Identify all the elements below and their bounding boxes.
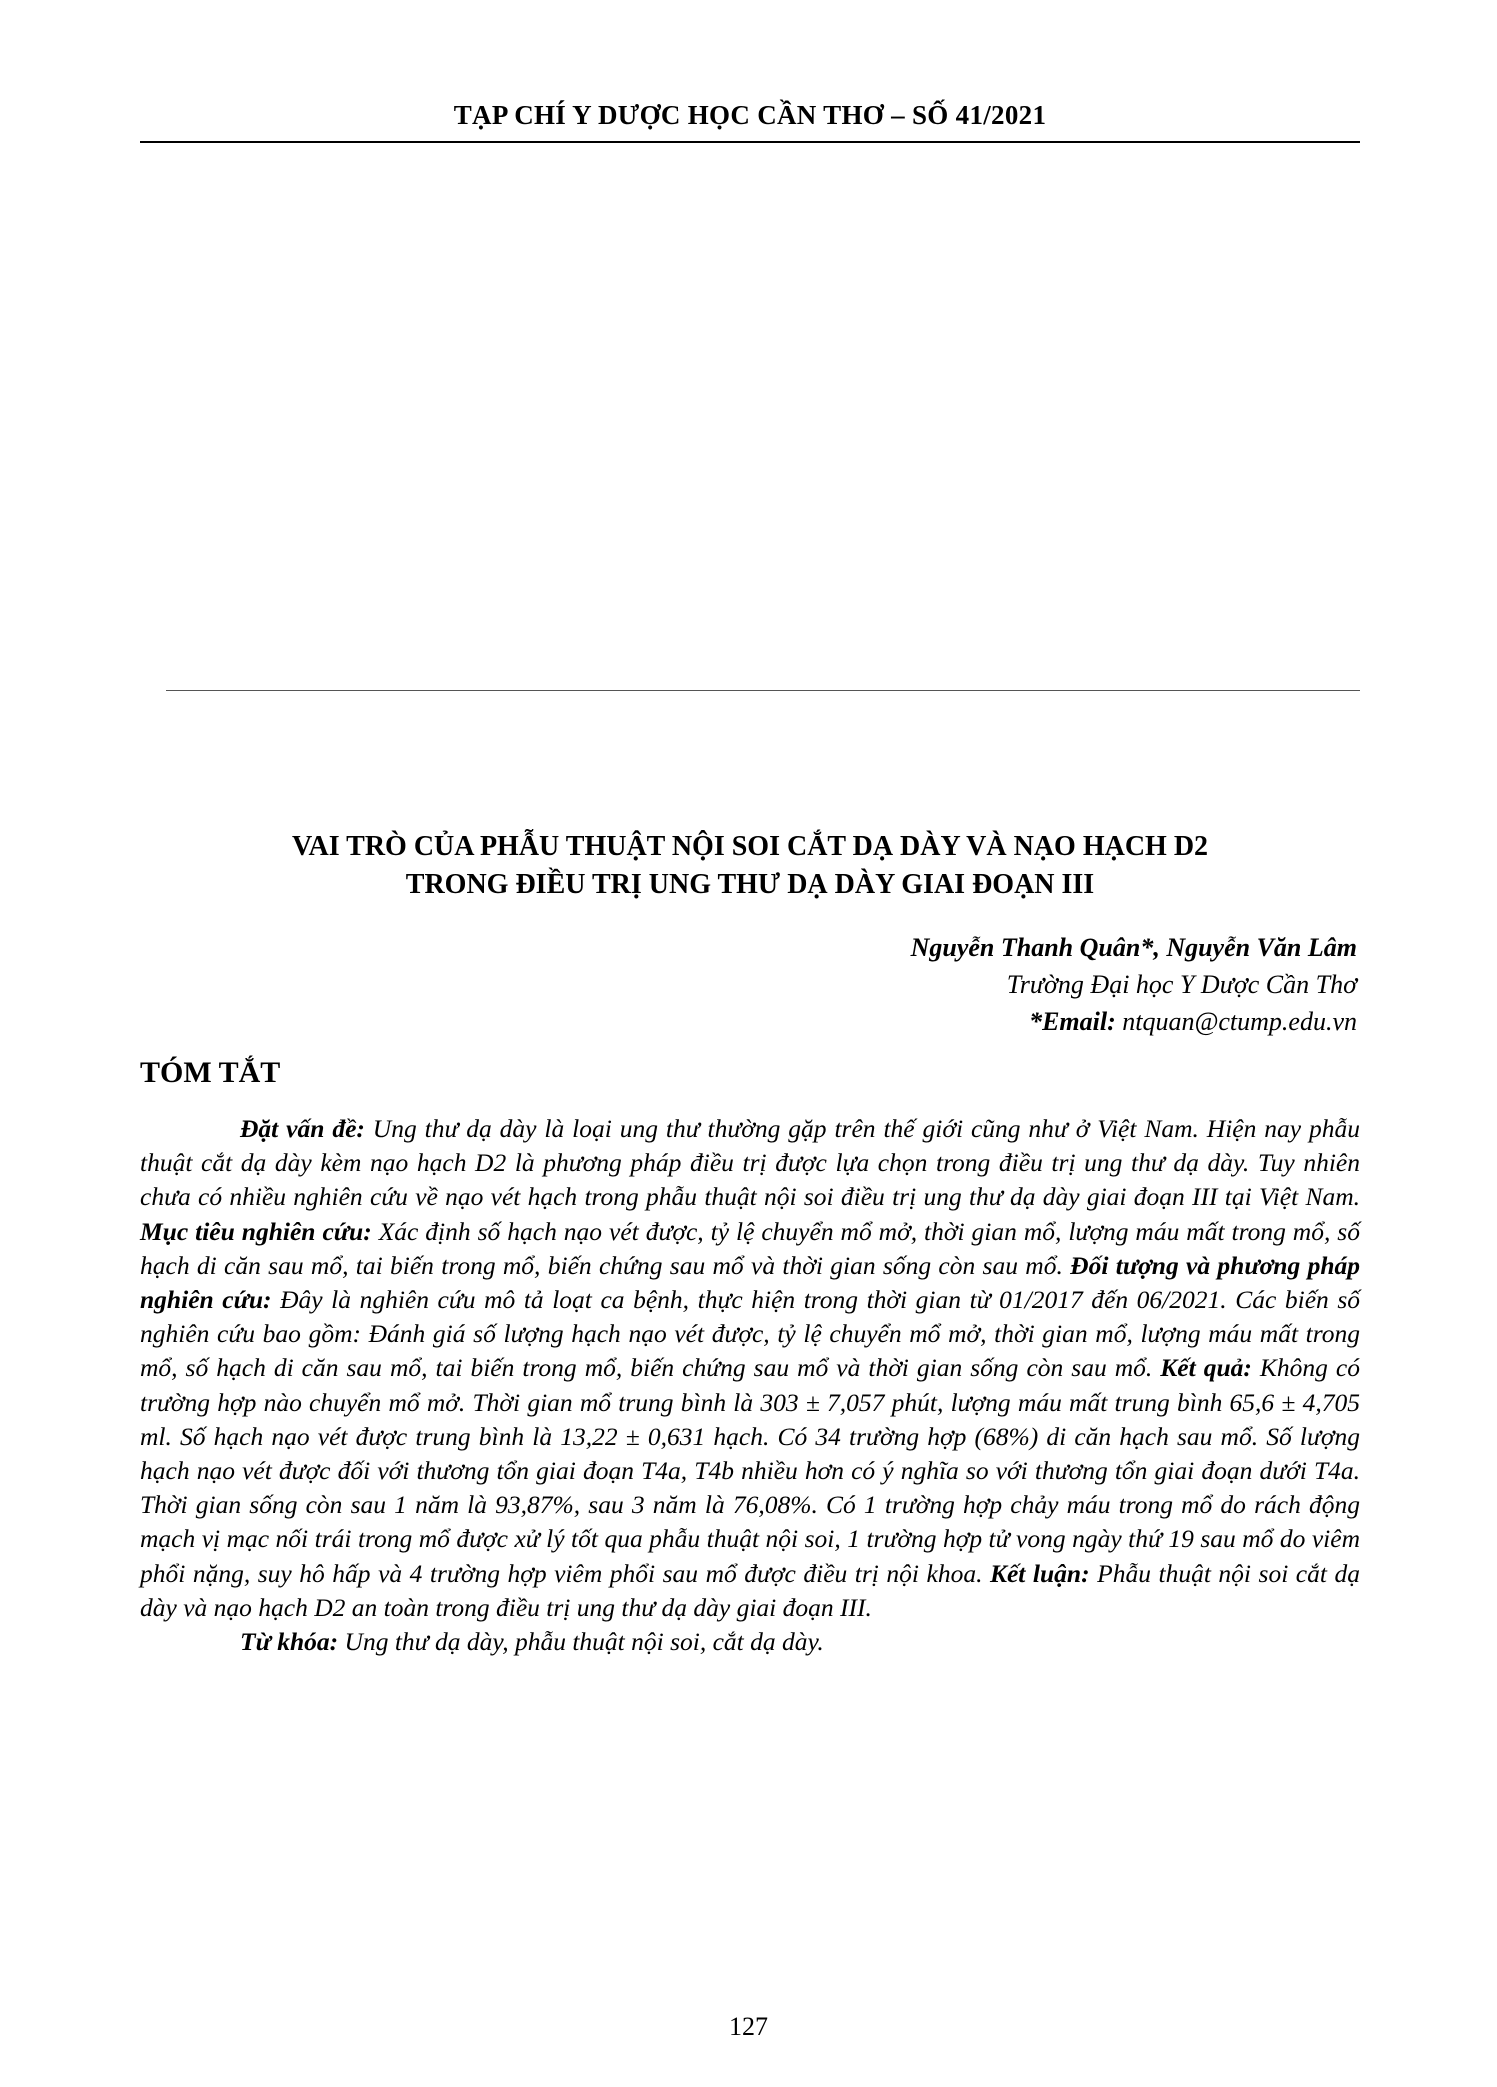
abstract-heading: TÓM TẮT (140, 1056, 281, 1089)
results-label: Kết quả: (1160, 1353, 1252, 1383)
objective-text: Xác định số hạch nạo vét được, tỷ lệ chuyển mổ mở, thời gian mổ, lượng máu mất trong mổ, số hạch di căn sau mổ, tai biến trong mổ, biến chứng sau mổ và thời gian sống còn sau mổ. (140, 1216, 1360, 1280)
author-names: Nguyễn Thanh Quân*, Nguyễn Văn Lâm (910, 933, 1357, 962)
keywords-paragraph (140, 1625, 1360, 1659)
methods-label: Đối tượng và phương pháp nghiên cứu: (140, 1250, 1360, 1315)
article-title-line-1: VAI TRÒ CỦA PHẪU THUẬT NỘI SOI CẮT DẠ DÀY VÀ NẠO HẠCH D2 (291, 831, 1209, 862)
author-affiliation: Trường Đại học Y Dược Cần Thơ (1006, 970, 1357, 999)
email-address: ntquan@ctump.edu.vn (1115, 1007, 1357, 1036)
keywords-text: Ung thư dạ dày, phẫu thuật nội soi, cắt dạ dày. (338, 1627, 824, 1657)
header-divider (140, 141, 1360, 143)
author-email-line (911, 1003, 1357, 1040)
abstract-paragraph (140, 1112, 1360, 1625)
background-label: Đặt vấn đề: (240, 1114, 365, 1143)
article-title-line-2: TRONG ĐIỀU TRỊ UNG THƯ DẠ DÀY GIAI ĐOẠN III (405, 869, 1095, 900)
article-divider (166, 690, 1360, 691)
objective-label: Mục tiêu nghiên cứu: (140, 1216, 372, 1246)
keywords-label: Từ khóa: (240, 1627, 339, 1657)
abstract-body (140, 1112, 1360, 1659)
methods-text: Đây là nghiên cứu mô tả loạt ca bệnh, thực hiện trong thời gian từ 01/2017 đến 06/2021. Các biến số nghiên cứu bao gồm: Đánh giá số lượng hạch nạo vét được, tỷ lệ chuyển mổ mở, thời gian mổ, lượng máu mất trong mổ, số hạch di căn sau mổ, tai biến trong mổ, biến chứng sau mổ và thời gian sống còn sau mổ. (140, 1285, 1361, 1383)
page-number: 127 (729, 2012, 768, 2041)
results-text: Không có trường hợp nào chuyển mổ mở. Thời gian mổ trung bình là 303 ± 7,057 phút, lượng máu mất trung bình 65,6 ± 4,705 ml. Số hạch nạo vét được trung bình là 13,22 ± 0,631 hạch. Có 34 trường hợp (68%) di căn hạch sau mổ. Số lượng hạch nạo vét được đối với thương tổn giai đoạn T4a, T4b nhiều hơn có ý nghĩa so với thương tổn giai đoạn dưới T4a. Thời gian sống còn sau 1 năm là 93,87%, sau 3 năm là 76,08%. Có 1 trường hợp chảy máu trong mổ do rách động mạch vị mạc nối trái trong mổ được xử lý tốt qua phẫu thuật nội soi, 1 trường hợp tử vong ngày thứ 19 sau mổ do viêm phổi nặng, suy hô hấp và 4 trường hợp viêm phổi sau mổ được điều trị nội khoa. (140, 1353, 1360, 1588)
article-title (140, 828, 1360, 904)
email-label: *Email: (1029, 1007, 1116, 1036)
conclusion-label: Kết luận: (989, 1558, 1090, 1588)
conclusion-text: Phẫu thuật nội soi cắt dạ dày và nạo hạch D2 an toàn trong điều trị ung thư dạ dày giai đoạn III. (140, 1558, 1360, 1622)
journal-header: TẠP CHÍ Y DƯỢC HỌC CẦN THƠ – SỐ 41/2021 (453, 100, 1047, 130)
author-block (911, 929, 1357, 1040)
background-text: Ung thư dạ dày là loại ung thư thường gặp trên thế giới cũng như ở Việt Nam. Hiện nay phẫu thuật cắt dạ dày kèm nạo hạch D2 là phương pháp điều trị được lựa chọn trong điều trị ung thư dạ dày. Tuy nhiên chưa có nhiều nghiên cứu về nạo vét hạch trong phẫu thuật nội soi điều trị ung thư dạ dày giai đoạn III tại Việt Nam. (140, 1114, 1361, 1212)
